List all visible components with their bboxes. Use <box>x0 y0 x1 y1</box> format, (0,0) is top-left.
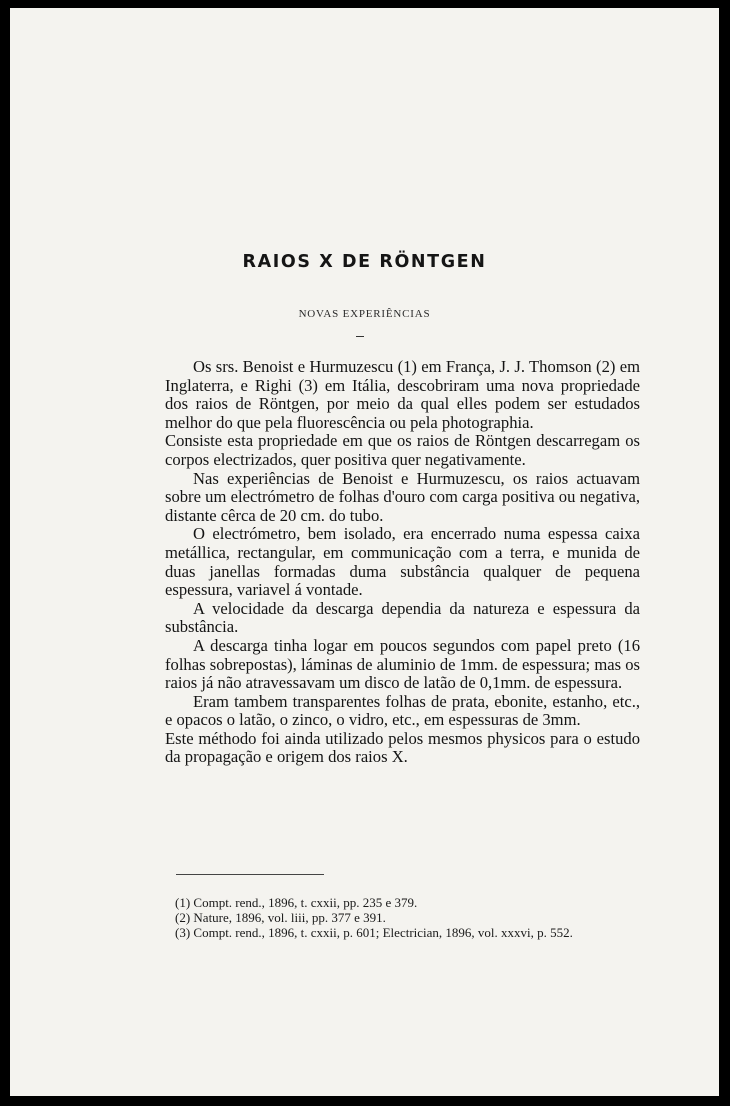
paragraph: Eram tambem transparentes folhas de prata, ebonite, estanho, etc., e opacos o latão, o zinco, o vidro, etc., em espessuras de 3mm. <box>165 691 640 730</box>
paragraph: A descarga tinha logar em poucos segundos com papel preto (16 folhas sobrepostas), láminas de aluminio de 1mm. de espessura; mas os raios já não atravessavam um disco de latão de 0,1mm. de espessura. <box>165 635 640 693</box>
article-body <box>165 358 640 767</box>
paragraph: O electrómetro, bem isolado, era encerrado numa espessa caixa metállica, rectangular, em communicação com a terra, e munida de duas janellas formadas duma substância qualquer de pequena espessura, variavel á vontade. <box>165 524 640 600</box>
paragraph: A velocidade da descarga dependia da natureza e espessura da substância. <box>165 598 640 637</box>
footnote: (3) Compt. rend., 1896, t. cxxii, p. 601; Electrician, 1896, vol. xxxvi, p. 552. <box>175 924 573 940</box>
paragraph: Os srs. Benoist e Hurmuzescu (1) em França, J. J. Thomson (2) em Inglaterra, e Righi (3) em Itália, descobriram uma nova propriedade dos raios de Röntgen, por meio da qual elles podem ser estudados melhor do que pela fluorescência ou pela photographia. <box>165 357 640 432</box>
footnote: (2) Nature, 1896, vol. liii, pp. 377 e 391. <box>175 909 386 925</box>
subtitle-dash <box>356 336 364 337</box>
page-title: RAIOS X DE RÖNTGEN <box>242 252 487 272</box>
document-page <box>10 8 719 1096</box>
paragraph: Este méthodo foi ainda utilizado pelos mesmos physicos para o estudo da propagação e origem dos raios X. <box>165 728 640 767</box>
footnotes <box>175 896 645 940</box>
paragraph: Nas experiências de Benoist e Hurmuzescu, os raios actuavam sobre um electrómetro de folhas d'ouro com carga positiva ou negativa, distante cêrca de 20 cm. do tubo. <box>165 468 640 525</box>
footnote: (1) Compt. rend., 1896, t. cxxii, pp. 235 e 379. <box>175 895 418 910</box>
page-subtitle: NOVAS EXPERIÊNCIAS <box>298 308 431 320</box>
footnote-rule <box>176 874 324 875</box>
paragraph: Consiste esta propriedade em que os raios de Röntgen descarregam os corpos electrizados, quer positiva quer negativamente. <box>165 431 640 469</box>
